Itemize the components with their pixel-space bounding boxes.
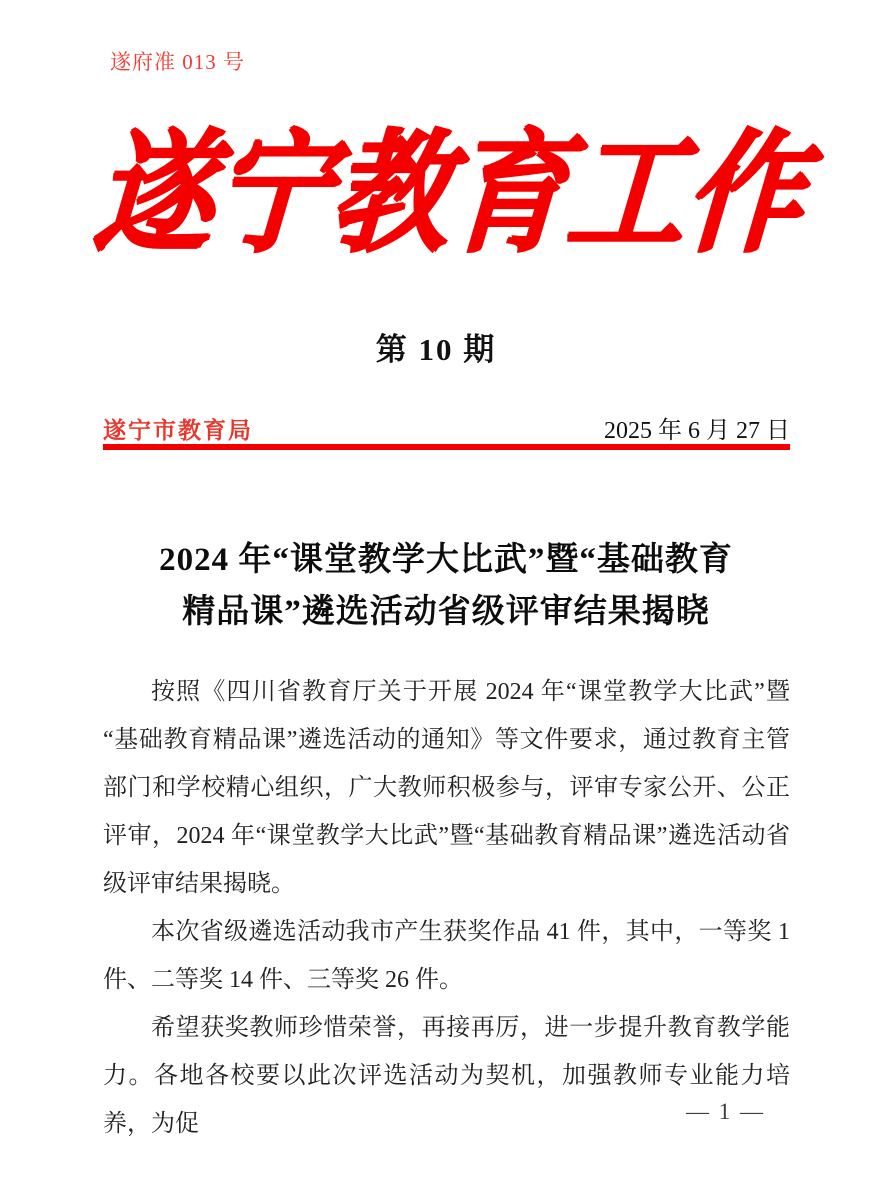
masthead-char: 工	[562, 120, 691, 268]
body-paragraph: 本次省级遴选活动我市产生获奖作品 41 件，其中，一等奖 1 件、二等奖 14 件、三等奖 26 件。	[103, 919, 790, 993]
red-divider-rule	[103, 444, 790, 450]
article-title-line2: 精品课”遴选活动省级评审结果揭晓	[182, 594, 710, 630]
body-paragraph: 希望获奖教师珍惜荣誉，再接再厉，进一步提升教育教学能力。各地各校要以此次评选活动为契机，加强教师专业能力培养，为促	[103, 1015, 790, 1137]
issue-number: 第 10 期	[375, 332, 497, 367]
issuing-organization: 遂宁市教育局	[103, 418, 253, 443]
article-title	[90, 534, 802, 638]
body-paragraph: 按照《四川省教育厅关于开展 2024 年“课堂教学大比武”暨“基础教育精品课”遴选活动的通知》等文件要求，通过教育主管部门和学校精心组织，广大教师积极参与，评审专家公开、公正评审，2024 年“课堂教学大比武”暨“基础教育精品课”遴选活动省级评审结果揭晓。	[103, 679, 790, 897]
masthead-char: 育	[444, 120, 573, 268]
article-title-line1: 2024 年“课堂教学大比武”暨“基础教育	[159, 542, 733, 578]
masthead-title	[89, 96, 809, 268]
approval-number: 遂府准 013 号	[110, 50, 245, 74]
masthead-char: 作	[680, 120, 809, 268]
page-number: — 1 —	[686, 1099, 765, 1124]
masthead-char: 宁	[207, 120, 337, 268]
masthead-char: 遂	[89, 120, 219, 268]
org-date-row	[103, 410, 790, 445]
issue-date: 2025 年 6 月 27 日	[604, 418, 790, 444]
masthead-char: 教	[326, 120, 455, 268]
